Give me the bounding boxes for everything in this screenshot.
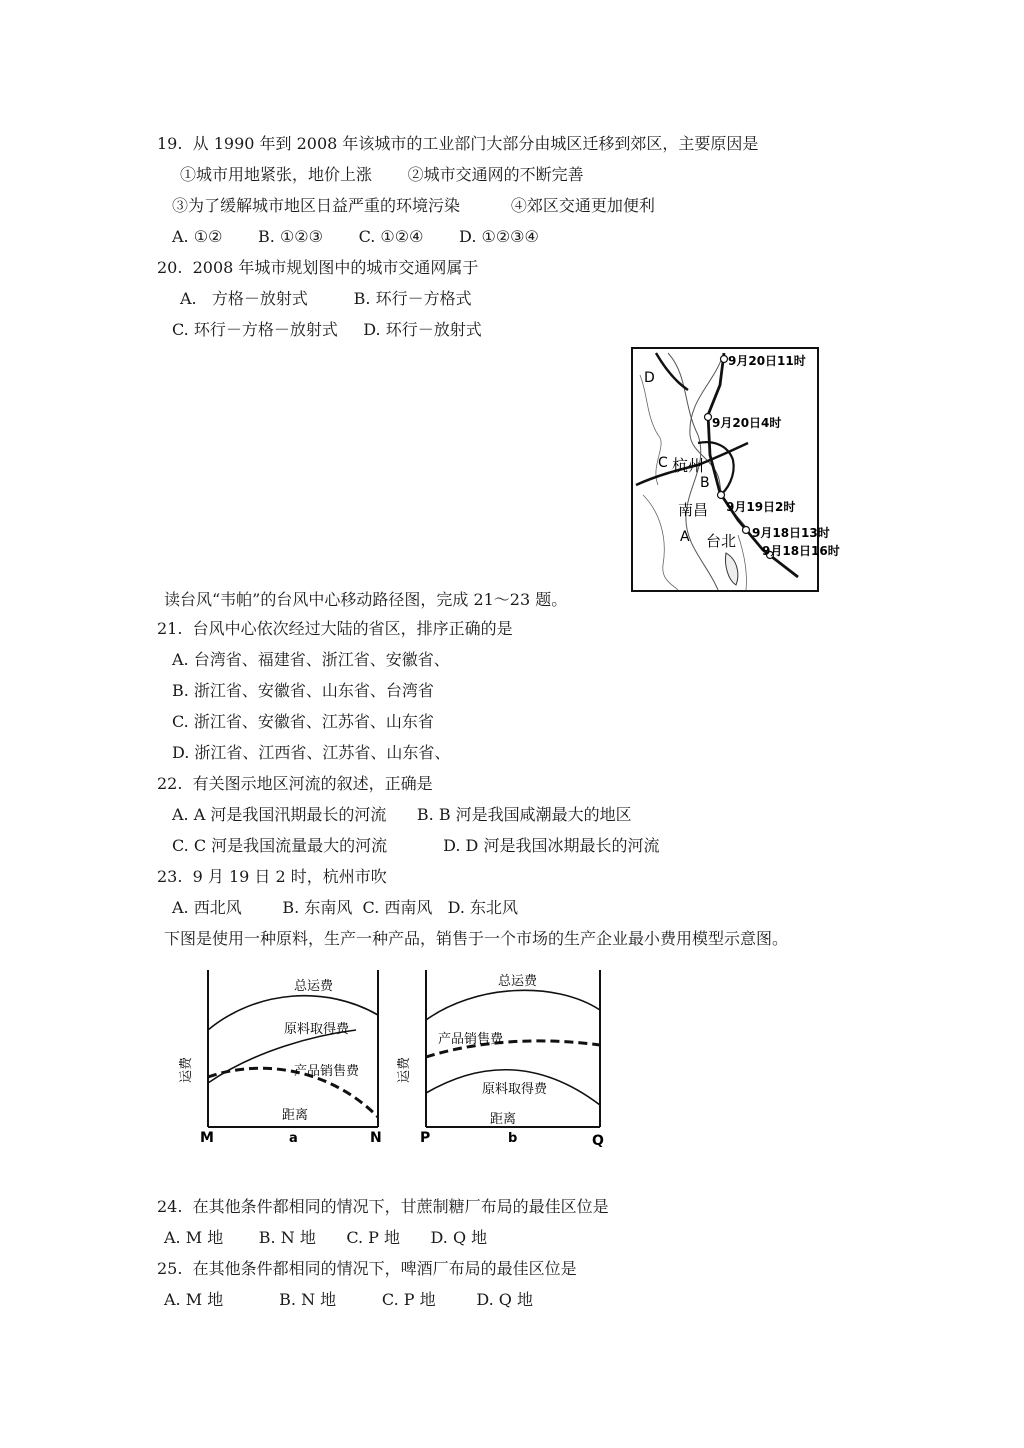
x-label-mid-b: b (508, 1131, 518, 1146)
q21-option-c: C. 浙江省、安徽省、江苏省、山东省 (172, 712, 434, 731)
q23-stem: 23. 9 月 19 日 2 时，杭州市吹 (157, 867, 387, 886)
label-river-b: B (700, 475, 710, 491)
label-hangzhou: 杭州 (672, 456, 705, 475)
label-distance: 距离 (282, 1108, 309, 1123)
label-raw-material-cost: 原料取得费 (482, 1082, 548, 1097)
label-time-t5: 9月18日16时 (762, 544, 840, 558)
q21-option-b: B. 浙江省、安徽省、山东省、台湾省 (172, 681, 434, 700)
label-distance: 距离 (490, 1112, 517, 1127)
q21-option-a: A. 台湾省、福建省、浙江省、安徽省、 (172, 650, 450, 669)
cost-chart-b (397, 965, 614, 1155)
track-point-4 (743, 527, 750, 534)
label-river-c: C (658, 455, 668, 471)
q22-options-row2: C. C 河是我国流量最大的河流 D. D 河是我国冰期最长的河流 (172, 836, 660, 855)
q19-options-row2: ③为了缓解城市地区日益严重的环境污染 ④郊区交通更加便利 (172, 196, 655, 215)
q21-stem: 21. 台风中心依次经过大陆的省区，排序正确的是 (157, 619, 513, 638)
q20-options-row2: C. 环行－方格－放射式 D. 环行－放射式 (172, 320, 482, 339)
track-point-3 (718, 492, 725, 499)
q20-stem: 20. 2008 年城市规划图中的城市交通网属于 (157, 258, 479, 277)
x-label-right-n: N (370, 1130, 382, 1146)
x-label-left-m: M (200, 1130, 214, 1146)
q19-options-row1: ①城市用地紧张，地价上涨 ②城市交通网的不断完善 (180, 165, 584, 184)
label-product-sales-cost: 产品销售费 (438, 1032, 504, 1047)
curve-total-cost (426, 990, 600, 1020)
label-total-cost: 总运费 (294, 979, 334, 994)
typhoon-track-map (628, 345, 840, 595)
x-label-mid-a: a (289, 1131, 298, 1146)
label-time-t2: 9月20日4时 (712, 416, 782, 430)
y-axis-label: 运费 (397, 1056, 412, 1083)
label-river-a: A (680, 529, 690, 545)
cost-chart-a (179, 965, 396, 1155)
track-point-2 (705, 414, 712, 421)
q22-options-row1: A. A 河是我国汛期最长的河流 B. B 河是我国咸潮最大的地区 (172, 805, 632, 824)
q20-options-row1: A. 方格－放射式 B. 环行－方格式 (180, 289, 472, 308)
q21-option-d: D. 浙江省、江西省、江苏省、山东省、 (172, 743, 451, 762)
q19-stem: 19. 从 1990 年到 2008 年该城市的工业部门大部分由城区迁移到郊区，主要原因是 (157, 134, 759, 153)
typhoon-intro: 读台风“韦帕”的台风中心移动路径图，完成 21～23 题。 (164, 590, 568, 609)
label-time-t4: 9月18日13时 (752, 526, 830, 540)
label-taibei: 台北 (706, 532, 737, 550)
label-nanchang: 南昌 (678, 501, 709, 519)
track-point-1 (721, 356, 728, 363)
y-axis-label: 运费 (179, 1056, 194, 1083)
q24-stem: 24. 在其他条件都相同的情况下，甘蔗制糖厂布局的最佳区位是 (157, 1197, 609, 1216)
label-river-d: D (644, 370, 655, 386)
q23-answer-choices: A. 西北风 B. 东南风 C. 西南风 D. 东北风 (172, 898, 519, 917)
label-product-sales-cost: 产品销售费 (294, 1064, 360, 1079)
label-time-t1: 9月20日11时 (728, 354, 806, 368)
q19-answer-choices: A. ①② B. ①②③ C. ①②④ D. ①②③④ (172, 227, 539, 246)
x-label-right-q: Q (592, 1133, 604, 1149)
x-label-left-p: P (420, 1130, 431, 1146)
label-total-cost: 总运费 (498, 974, 538, 989)
q24-answer-choices: A. M 地 B. N 地 C. P 地 D. Q 地 (164, 1228, 488, 1247)
label-raw-material-cost: 原料取得费 (284, 1022, 350, 1037)
label-time-t3: 9月19日2时 (726, 500, 796, 514)
model-intro: 下图是使用一种原料，生产一种产品，销售于一个市场的生产企业最小费用模型示意图。 (164, 929, 789, 948)
q22-stem: 22. 有关图示地区河流的叙述，正确是 (157, 774, 433, 793)
q25-answer-choices: A. M 地 B. N 地 C. P 地 D. Q 地 (164, 1290, 533, 1309)
q25-stem: 25. 在其他条件都相同的情况下，啤酒厂布局的最佳区位是 (157, 1259, 577, 1278)
